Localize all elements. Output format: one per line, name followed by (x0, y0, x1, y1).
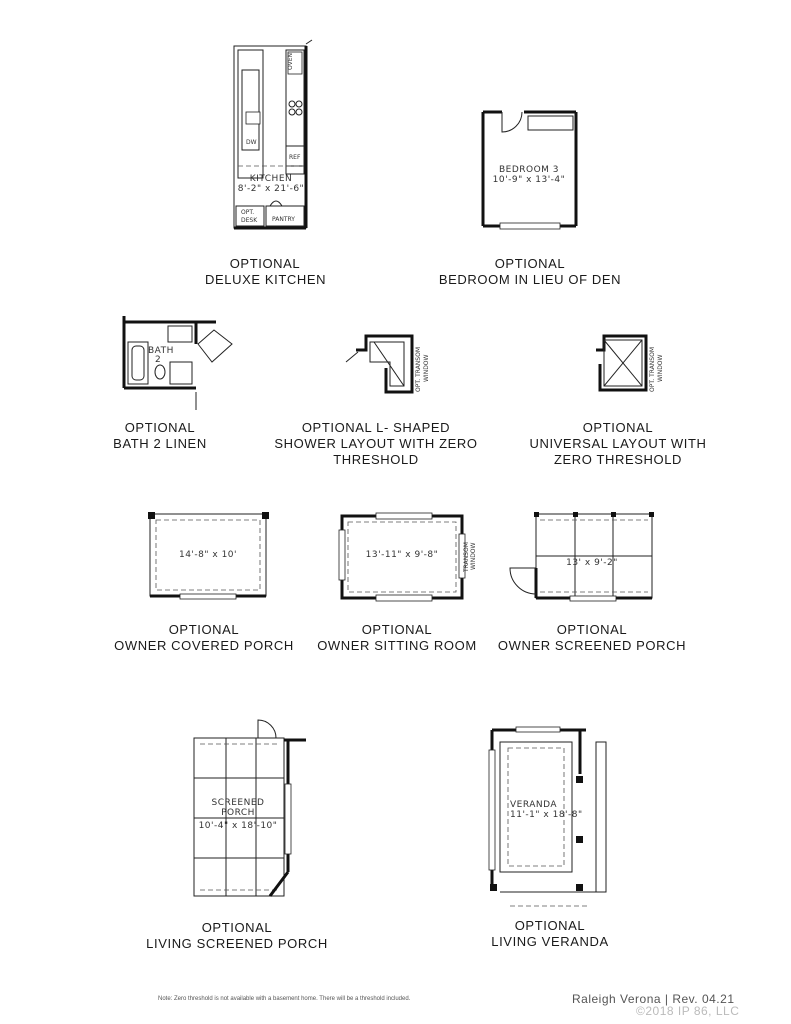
threshold-note: Note: Zero threshold is not available with a basement home. There will be a threshold included. (158, 996, 411, 1002)
caption-deluxe-kitchen (205, 256, 325, 288)
sitting-room-window-label-1: TRANSOM (463, 542, 470, 572)
caption-covered-porch (108, 622, 300, 654)
caption-line: OWNER SITTING ROOM (317, 638, 477, 653)
caption-line: LIVING SCREENED PORCH (146, 936, 328, 951)
caption-living-screened-porch (142, 920, 332, 952)
caption-line: THRESHOLD (333, 452, 419, 467)
caption-line: BEDROOM IN LIEU OF DEN (438, 272, 622, 287)
l-shower-plan (346, 336, 430, 392)
caption-line: OPTIONAL (514, 918, 586, 933)
kitchen-room-size: 8'-2" x 21'-6" (237, 184, 305, 194)
sitting-room-window-label-2: WINDOW (470, 542, 477, 570)
bedroom-den-plan (483, 112, 576, 229)
caption-line: OPTIONAL (124, 420, 196, 435)
caption-line: OPTIONAL (494, 256, 566, 271)
owner-screened-porch-size: 13' x 9'-2" (566, 558, 618, 568)
caption-l-shower (268, 420, 484, 468)
caption-line: SHOWER LAYOUT WITH ZERO (274, 436, 478, 451)
caption-line: OPTIONAL (229, 256, 301, 271)
living-screened-porch-name-2: PORCH (221, 808, 255, 818)
l-shower-window-label-1: OPT. TRANSOM (415, 347, 422, 392)
living-screened-porch-plan (194, 720, 306, 896)
living-veranda-plan (489, 727, 606, 906)
caption-line: DELUXE KITCHEN (205, 272, 327, 287)
caption-bedroom-den (430, 256, 630, 288)
bath-room-number: 2 (155, 355, 162, 365)
caption-line: OPTIONAL (201, 920, 273, 935)
veranda-room-name: VERANDA (510, 800, 558, 810)
caption-line: OWNER SCREENED PORCH (497, 638, 687, 653)
sitting-room-size: 13'-11" x 9'-8" (365, 550, 439, 560)
caption-sitting-room (312, 622, 482, 654)
living-screened-porch-size: 10'-4" x 18'-10" (198, 821, 278, 831)
owner-screened-porch-plan (510, 512, 654, 601)
l-shower-window-label-2: WINDOW (423, 354, 430, 382)
kitchen-pantry-label: PANTRY (272, 216, 295, 223)
caption-line: ZERO THRESHOLD (553, 452, 683, 467)
kitchen-opt-label: OPT. (241, 209, 255, 216)
caption-line: OPTIONAL (168, 622, 240, 637)
bedroom-room-name: BEDROOM 3 (498, 165, 560, 175)
kitchen-desk-label: DESK (241, 217, 258, 224)
covered-porch-size: 14'-8" x 10' (178, 550, 238, 560)
kitchen-dw-label: DW (246, 139, 257, 146)
caption-line: BATH 2 LINEN (113, 436, 207, 451)
universal-window-label-1: OPT. TRANSOM (649, 347, 656, 392)
caption-line: OWNER COVERED PORCH (114, 638, 294, 653)
caption-living-veranda (480, 918, 620, 950)
deluxe-kitchen-plan (234, 40, 312, 228)
kitchen-room-name: KITCHEN (249, 174, 293, 184)
caption-line: OPTIONAL (556, 622, 628, 637)
living-screened-porch-name-1: SCREENED (211, 798, 265, 808)
bath-room-name: BATH (148, 346, 174, 356)
caption-owner-screened-porch (494, 622, 690, 654)
caption-line: LIVING VERANDA (491, 934, 609, 949)
veranda-room-size: 11'-1" x 18'-8" (510, 810, 583, 820)
covered-porch-plan (148, 512, 269, 599)
plan-revision: Raleigh Verona | Rev. 04.21 (572, 992, 735, 1006)
sitting-room-plan (339, 513, 477, 601)
caption-line: OPTIONAL L- SHAPED (301, 420, 451, 435)
caption-line: OPTIONAL (361, 622, 433, 637)
caption-bath2-linen (100, 420, 220, 452)
copyright: ©2018 IP 86, LLC (636, 1004, 740, 1018)
caption-universal (526, 420, 710, 468)
kitchen-oven-label: OVEN (287, 52, 294, 70)
bath2-linen-plan (124, 316, 232, 410)
bedroom-room-size: 10'-9" x 13'-4" (492, 175, 566, 185)
kitchen-ref-label: REF (289, 154, 301, 161)
universal-plan (596, 336, 664, 392)
caption-line: UNIVERSAL LAYOUT WITH (529, 436, 707, 451)
caption-line: OPTIONAL (582, 420, 654, 435)
universal-window-label-2: WINDOW (657, 354, 664, 382)
